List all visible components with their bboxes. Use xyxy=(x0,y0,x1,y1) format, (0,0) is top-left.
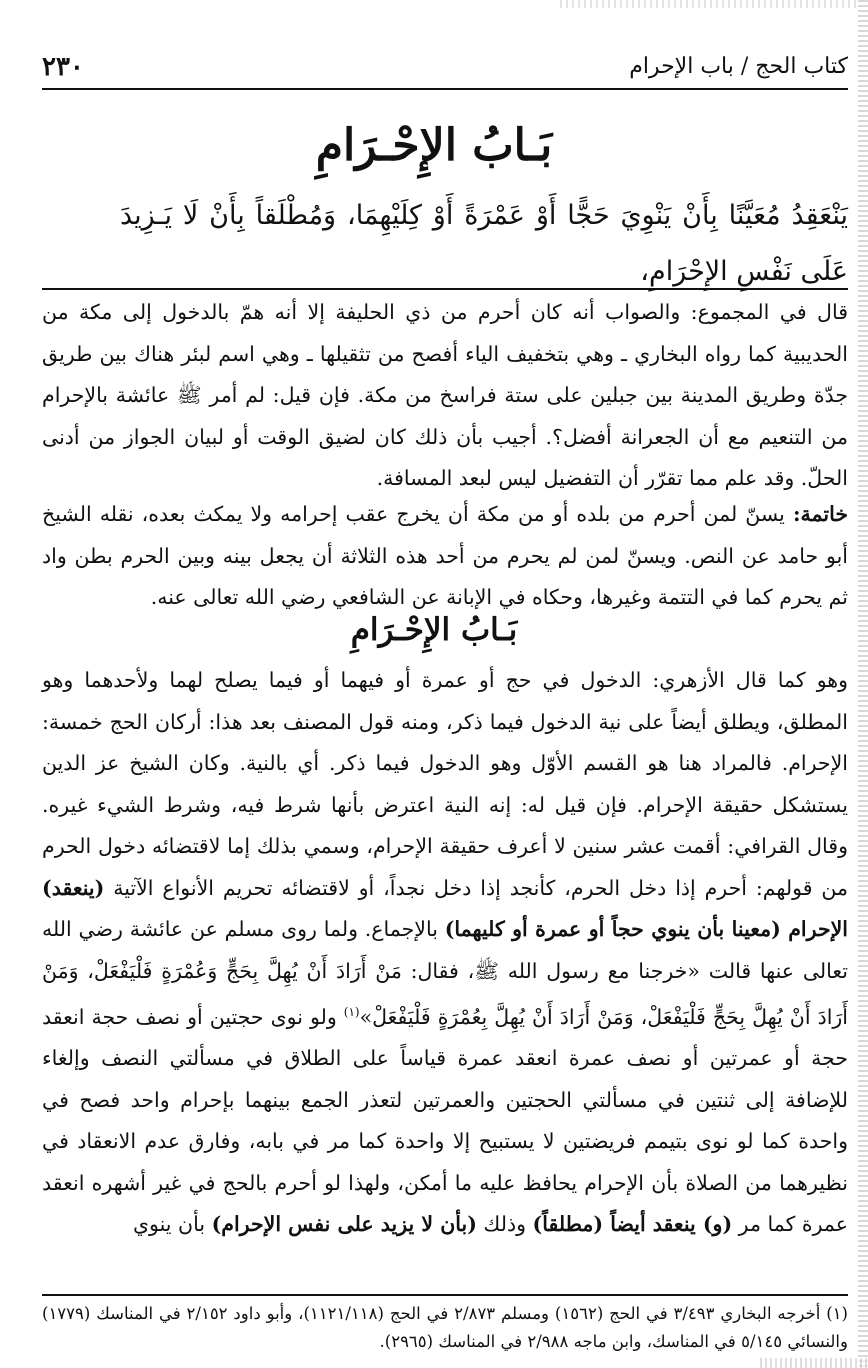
khatima-label: خاتمة: xyxy=(792,502,848,526)
footnote: (١) أخرجه البخاري ٣/٤٩٣ في الحج (١٥٦٢) ومسلم ٢/٨٧٣ في الحج (١١٢١/١١٨)، وأبو داود ٢/١٥٢ في المناسك (١٧٧٩) والنسائي ٥/١٤٥ في المناسك، وابن ماجه ٢/٩٨٨ في المناسك (٢٩٦٥). xyxy=(42,1304,848,1351)
sharh-bold-2: (و) ينعقد أيضاً (مطلقاً) xyxy=(532,1212,733,1237)
sharh-part-1: وهو كما قال الأزهري: الدخول في حج أو عمرة أو فيهما أو فيما يصلح لهما ولأحدهما وهو المطلق، ويطلق أيضاً على نية الدخول فيما ذكر، ومنه قول المصنف بعد هذا: أركان الحج خمسة: الإحرام. فالمراد هنا هو القسم الأوّل وهو الدخول فيما ذكر. أي بالنية. وكان الشيخ عز الدين يستشكل حقيقة الإحرام. فإن قيل له: إنه النية اعترض بأنها شرط فيه، وشرط الشيء غيره. وقال القرافي: أقمت عشر سنين لا أعرف حقيقة الإحرام، وسمي بذلك إما لاقتضائه دخول الحرم من قولهم: أحرم إذا دخل الحرم، كأنجد إذا دخل نجداً، أو لاقتضائه تحريم الأنواع الآتية xyxy=(42,668,848,900)
sharh-part-5: بأن ينوي xyxy=(132,1212,212,1237)
running-title: كتاب الحج / باب الإحرام xyxy=(629,54,848,79)
page-number: ٢٣٠ xyxy=(42,52,84,82)
section-title: بَـابُ الإِحْـرَامِ xyxy=(350,612,518,648)
khatima-paragraph xyxy=(42,494,848,619)
footnote-marker: (١) xyxy=(343,1005,360,1019)
sharh-part-3: ولو نوى حجتين أو نصف حجة انعقد حجة أو عمرتين أو نصف عمرة انعقد عمرة قياساً على الطلاق في مسألتي النصف وإلغاء للإضافة إلى ثنتين في مسألتي الحجتين والعمرتين لتعذر الجمع بينهما بإحرام واحد فصح في واحدة كما لو نوى بتيمم فريضتين لا يستبيح إلا واحدة كما مر في بابه، وفارق عدم الانعقاد في نظيرهما من الصلاة بأن الإحرام يحافظ عليه ما أمكن، ولهذا لو أحرم بالحج في غير أشهره انعقد عمرة كما مر xyxy=(42,1004,848,1237)
matn-separator xyxy=(42,288,848,290)
khatima-text: يسنّ لمن أحرم من بلده أو من مكة أن يخرج عقب إحرامه ولا يمكث بعده، نقله الشيخ أبو حامد عن النص. ويسنّ لمن لم يحرم من أحد هذه الثلاثة أن يجعل بينه وبين الحرم بطن واد ثم يحرم كما في التتمة وغيرها، وحكاه في الإبانة عن الشافعي رضي الله تعالى عنه. xyxy=(42,502,848,609)
scan-edge-right xyxy=(858,0,868,1368)
sharh-paragraph xyxy=(42,660,848,1246)
footnote-rule xyxy=(42,1294,848,1296)
scan-edge-bottom xyxy=(760,1358,868,1368)
page-header xyxy=(42,50,848,90)
sharh-part-2: بالإجماع. ولما روى مسلم عن عائشة رضي الله تعالى عنها قالت «خرجنا مع رسول الله ﷺ، فقال: مَنْ أَرَادَ أَنْ يُهِلَّ بِحَجٍّ وَعُمْرَةٍ فَلْيَفْعَلْ، وَمَنْ أَرَادَ أَنْ يُهِلَّ بِحَجٍّ فَلْيَفْعَلْ، وَمَنْ أَرَادَ أَنْ يُهِلَّ بِعُمْرَةٍ فَلْيَفْعَلْ» xyxy=(42,917,848,1029)
chapter-title: بَـابُ الإِحْـرَامِ xyxy=(315,120,553,171)
sharh-bold-3: (بأن لا يزيد على نفس الإحرام) xyxy=(211,1212,477,1237)
sharh-part-4: وذلك xyxy=(476,1212,533,1237)
commentary-paragraph: قال في المجموع: والصواب أنه كان أحرم من ذي الحليفة إلا أنه همّ بالدخول إلى مكة من الحديبية كما رواه البخاري ـ وهي بتخفيف الياء أفصح من تثقيلها ـ وهي اسم لبئر هناك بين طريق جدّة وطريق المدينة بين جبلين على ستة فراسخ من مكة. فإن قيل: لم أمر ﷺ عائشة بالإحرام من التنعيم مع أن الجعرانة أفضل؟. أجيب بأن ذلك كان لضيق الوقت أو لبيان الجواز من أدنى الحلّ. وقد علم مما تقرّر أن التفضيل ليس لبعد المسافة. xyxy=(42,300,848,490)
sharh-bold-1: (ينعقد) الإحرام (معينا بأن ينوي حجاً أو عمرة أو كليهما) xyxy=(42,875,848,941)
scan-edge-top xyxy=(560,0,860,8)
matn-text: يَنْعَقِدُ مُعَيَّنًا بِأَنْ يَنْوِيَ حَجًّا أَوْ عَمْرَةً أَوْ كِلَيْهِمَا، وَمُطْلَقاً بِأَنْ لَا يَـزِيدَ عَلَى نَفْسِ الإِحْرَامِ، xyxy=(120,200,848,287)
